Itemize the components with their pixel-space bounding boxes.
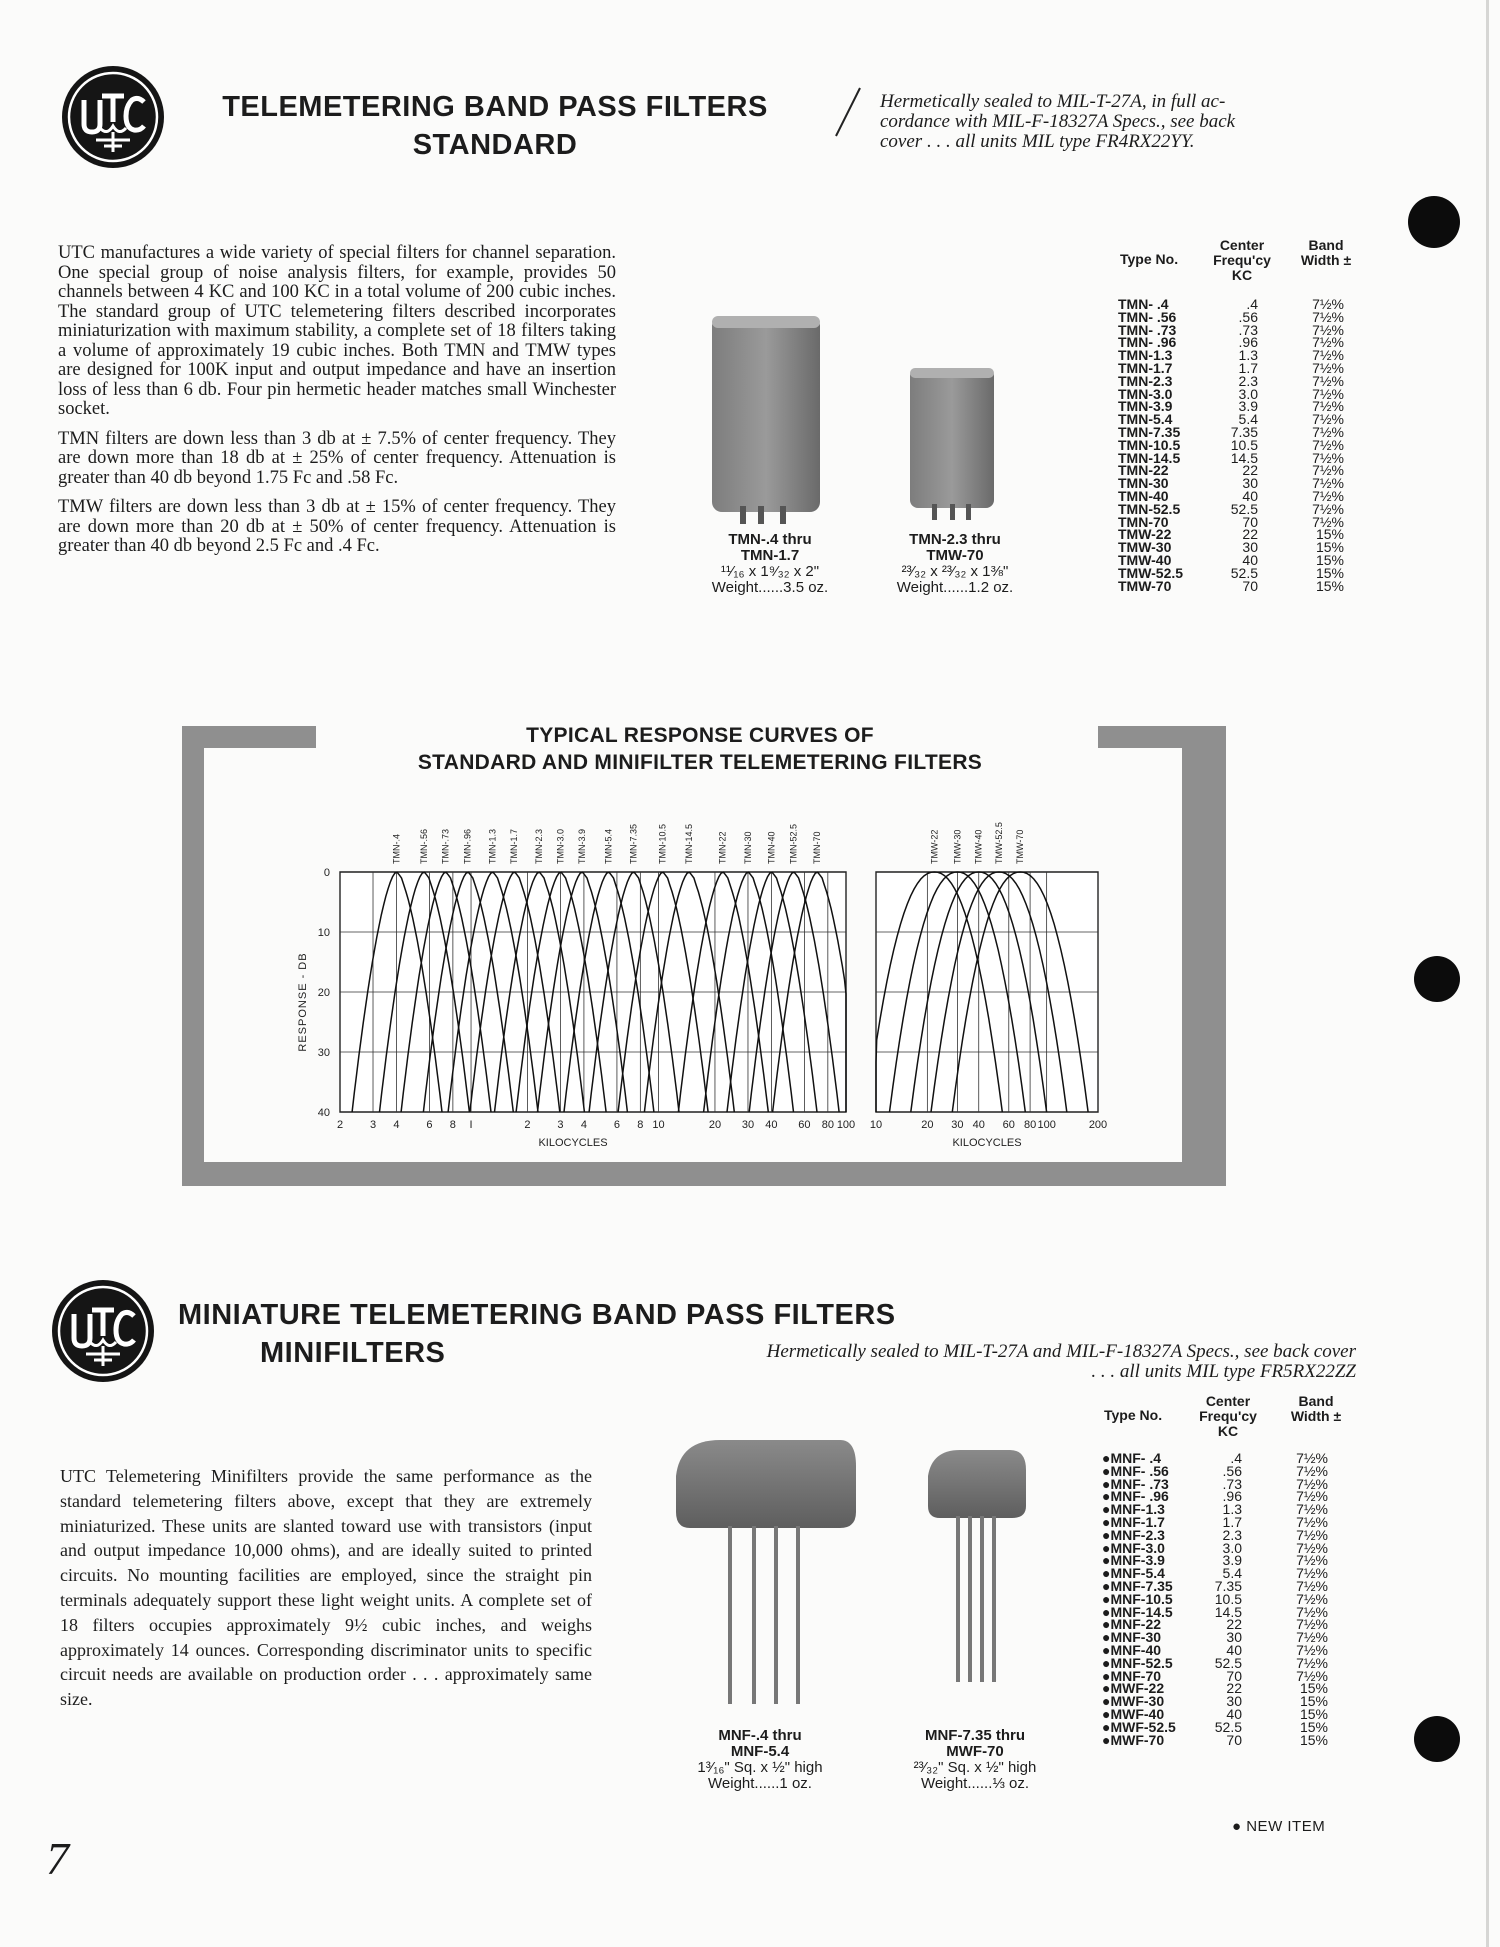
caption-line: Weight......1 oz. [708, 1775, 812, 1792]
x-tick-label: 40 [765, 1119, 778, 1131]
x-axis-label: KILOCYCLES [538, 1137, 608, 1149]
band-cell: 7½% [1296, 1513, 1328, 1530]
type-cell: TMN-7.35 [1118, 423, 1181, 440]
caption-line: MNF-.4 thru [718, 1727, 802, 1744]
type-cell: ●MNF-1.7 [1102, 1513, 1165, 1530]
freq-cell: .56 [1222, 1462, 1242, 1479]
spec-line: cover . . . all units MIL type FR4RX22YY. [880, 131, 1195, 152]
band-cell: 7½% [1312, 462, 1344, 479]
type-cell: ●MWF-40 [1102, 1705, 1165, 1722]
type-cell: ●MNF-14.5 [1102, 1603, 1173, 1620]
freq-cell: 3.9 [1222, 1552, 1242, 1569]
curve-label: TMN-10.5 [657, 823, 668, 864]
type-cell: ●MNF-52.5 [1102, 1654, 1173, 1671]
freq-cell: 52.5 [1230, 500, 1258, 517]
freq-cell: 30 [1242, 475, 1258, 492]
product-caption [690, 532, 850, 596]
band-cell: 15% [1299, 1718, 1328, 1735]
page-number: 7 [46, 1833, 69, 1884]
caption-line: MNF-5.4 [730, 1743, 790, 1760]
type-cell: ●MWF-22 [1102, 1680, 1165, 1697]
curve-label: TMN-1.3 [487, 828, 498, 864]
filter-table [1118, 298, 1344, 592]
x-tick-label: 4 [393, 1119, 400, 1131]
curve-label: TMN-14.5 [683, 823, 694, 864]
type-cell: ●MNF- .4 [1102, 1450, 1162, 1466]
band-cell: 7½% [1296, 1590, 1328, 1607]
x-tick-label: 100 [1037, 1119, 1056, 1131]
caption-line: TMN-1.7 [740, 547, 800, 564]
col-type: Type No. [1104, 1407, 1163, 1423]
freq-cell: 30 [1242, 539, 1258, 556]
band-cell: 7½% [1296, 1641, 1328, 1658]
band-cell: 15% [1315, 526, 1344, 543]
freq-cell: 22 [1242, 526, 1258, 543]
band-cell: 7½% [1296, 1552, 1328, 1569]
band-cell: 15% [1299, 1693, 1328, 1710]
type-cell: ●MNF-40 [1102, 1641, 1162, 1658]
curve-label: TMN-.73 [440, 828, 451, 864]
freq-cell: 2.3 [1238, 372, 1258, 389]
type-cell: ●MNF- .56 [1102, 1462, 1169, 1479]
minifilter-product-image [660, 1436, 1060, 1721]
x-tick-label: 80 [821, 1119, 834, 1131]
type-cell: TMN- .4 [1118, 296, 1169, 312]
curve-label: TMN-1.7 [509, 828, 520, 864]
response-chart [270, 816, 1130, 1171]
caption-line: Weight......⅓ oz. [920, 1775, 1030, 1792]
section-title-line1: TELEMETERING BAND PASS FILTERS [222, 91, 768, 123]
type-cell: TMN-22 [1118, 462, 1169, 479]
y-tick-label: 10 [317, 927, 330, 939]
section-title-line1: MINIATURE TELEMETERING BAND PASS FILTERS [178, 1299, 896, 1331]
section-title-line2: STANDARD [412, 129, 578, 161]
freq-cell: 10.5 [1214, 1590, 1242, 1607]
band-cell: 7½% [1296, 1565, 1328, 1582]
freq-cell: 1.7 [1222, 1513, 1242, 1530]
band-cell: 7½% [1312, 334, 1344, 351]
curve-label: TMW-40 [973, 829, 984, 864]
band-cell: 15% [1315, 564, 1344, 581]
band-cell: 7½% [1296, 1450, 1328, 1466]
curve-label: TMW-30 [952, 829, 963, 864]
x-tick-label: 10 [652, 1119, 665, 1131]
caption-line: Weight......3.5 oz. [711, 579, 829, 596]
caption-line: ¹¹⁄₁₆ x 1⁹⁄₃₂ x 2" [720, 563, 820, 580]
type-cell: TMW-30 [1118, 539, 1172, 556]
type-cell: TMN- .56 [1118, 308, 1177, 325]
type-cell: ●MNF-3.9 [1102, 1552, 1165, 1569]
type-cell: TMN- .96 [1118, 334, 1177, 351]
band-cell: 7½% [1312, 500, 1344, 517]
band-cell: 7½% [1312, 436, 1344, 453]
band-cell: 7½% [1312, 398, 1344, 415]
band-cell: 7½% [1312, 296, 1344, 312]
curve-label: TMN-40 [766, 831, 777, 864]
freq-cell: 1.3 [1222, 1501, 1242, 1518]
freq-cell: 70 [1242, 577, 1258, 594]
col-band: Band Width ± [1300, 237, 1352, 268]
slash-divider [830, 86, 866, 138]
freq-cell: 10.5 [1230, 436, 1258, 453]
x-axis-label: KILOCYCLES [952, 1137, 1022, 1149]
y-tick-label: 20 [317, 987, 330, 999]
caption-line: 1³⁄₁₆" Sq. x ½" high [697, 1759, 823, 1776]
chart-title-line1: TYPICAL RESPONSE CURVES OF [526, 724, 874, 747]
band-cell: 15% [1315, 551, 1344, 568]
freq-cell: 22 [1242, 462, 1258, 479]
type-cell: TMN-14.5 [1118, 449, 1181, 466]
freq-cell: 3.0 [1222, 1539, 1242, 1556]
type-cell: TMW-22 [1118, 526, 1172, 543]
freq-cell: 22 [1226, 1680, 1242, 1697]
curve-label: TMW-70 [1015, 829, 1026, 864]
utc-logo [52, 1280, 154, 1382]
x-tick-label: 2 [336, 1119, 344, 1131]
freq-cell: 40 [1226, 1705, 1242, 1722]
curve-label: TMW-22 [929, 829, 940, 864]
caption-line: TMN-2.3 thru [909, 531, 1001, 548]
band-cell: 7½% [1296, 1501, 1328, 1518]
spec-line: . . . all units MIL type FR5RX22ZZ [1091, 1361, 1356, 1382]
freq-cell: 14.5 [1214, 1603, 1242, 1620]
freq-cell: 52.5 [1230, 564, 1258, 581]
band-cell: 7½% [1296, 1539, 1328, 1556]
freq-cell: .4 [1230, 1450, 1242, 1466]
freq-cell: .96 [1238, 334, 1258, 351]
freq-cell: 14.5 [1230, 449, 1258, 466]
curve-label: TMN-7.35 [628, 823, 639, 864]
type-cell: ●MNF-10.5 [1102, 1590, 1173, 1607]
type-cell: TMN-52.5 [1118, 500, 1181, 517]
band-cell: 7½% [1296, 1654, 1328, 1671]
col-type: Type No. [1120, 251, 1179, 267]
band-cell: 7½% [1312, 321, 1344, 338]
x-tick-label: 10 [869, 1119, 883, 1131]
spec-note [880, 92, 1320, 152]
curve-label: TMW-52.5 [993, 822, 1004, 864]
type-cell: TMN-3.0 [1118, 385, 1173, 402]
type-cell: TMN-1.3 [1118, 347, 1173, 364]
minifilter-text [60, 1464, 592, 1712]
curve-label: TMN-52.5 [788, 823, 799, 864]
type-cell: TMN-30 [1118, 475, 1169, 492]
freq-cell: 70 [1226, 1731, 1242, 1748]
caption-line: MNF-7.35 thru [924, 1727, 1025, 1744]
product-caption [870, 532, 1040, 596]
x-tick-label: 30 [741, 1119, 755, 1131]
table-header [1102, 1394, 1362, 1442]
band-cell: 15% [1315, 577, 1344, 594]
binder-hole [1414, 956, 1460, 1002]
band-cell: 7½% [1296, 1577, 1328, 1594]
band-cell: 7½% [1312, 487, 1344, 504]
x-tick-label: 6 [426, 1119, 433, 1131]
band-cell: 7½% [1312, 347, 1344, 364]
freq-cell: 5.4 [1222, 1565, 1242, 1582]
intro-text [58, 244, 616, 567]
type-cell: TMN-40 [1118, 487, 1169, 504]
binder-hole [1414, 1716, 1460, 1762]
x-tick-label: 200 [1088, 1119, 1108, 1131]
band-cell: 7½% [1312, 359, 1344, 376]
freq-cell: 52.5 [1214, 1718, 1242, 1735]
x-tick-label: 20 [921, 1119, 934, 1131]
x-tick-label: 6 [613, 1119, 620, 1131]
product-caption [660, 1728, 860, 1792]
x-tick-label: 3 [369, 1119, 377, 1131]
type-cell: TMN-1.7 [1118, 359, 1173, 376]
table-header [1118, 238, 1358, 286]
caption-line: Weight......1.2 oz. [896, 579, 1014, 596]
col-band: Band Width ± [1290, 1393, 1342, 1424]
band-cell: 15% [1315, 539, 1344, 556]
y-tick-label: 40 [317, 1107, 330, 1119]
type-cell: ●MNF- .73 [1102, 1475, 1169, 1492]
band-cell: 7½% [1296, 1526, 1328, 1543]
paragraph: TMN filters are down less than 3 db at ± 7.5% of center frequency. They are down more than 18 db at ± 25% of center frequency. Attenuation is greater than 40 db beyond 1.75 Fc and .58 Fc. [58, 428, 616, 488]
freq-cell: 1.7 [1238, 359, 1258, 376]
band-cell: 7½% [1296, 1488, 1328, 1505]
caption-line: TMN-.4 thru [728, 531, 812, 548]
freq-cell: 30 [1226, 1693, 1242, 1710]
section-title-line2: MINIFILTERS [260, 1337, 446, 1369]
type-cell: TMN-10.5 [1118, 436, 1181, 453]
freq-cell: 1.3 [1238, 347, 1258, 364]
type-cell: TMN-2.3 [1118, 372, 1173, 389]
spec-line: cordance with MIL-F-18327A Specs., see back [880, 111, 1236, 132]
type-cell: TMN-70 [1118, 513, 1169, 530]
type-cell: TMW-40 [1118, 551, 1172, 568]
freq-cell: 3.9 [1238, 398, 1258, 415]
curve-label: TMN-.4 [391, 834, 402, 864]
x-tick-label: 8 [637, 1119, 644, 1131]
freq-cell: 5.4 [1238, 411, 1258, 428]
new-item-note: ● NEW ITEM [1232, 1818, 1326, 1835]
freq-cell: 40 [1226, 1641, 1242, 1658]
filter-table [1102, 1452, 1328, 1746]
freq-cell: .4 [1246, 296, 1258, 312]
band-cell: 7½% [1312, 475, 1344, 492]
type-cell: TMN-5.4 [1118, 411, 1173, 428]
band-cell: 7½% [1296, 1475, 1328, 1492]
curve-label: TMN-70 [811, 831, 822, 864]
type-cell: TMW-70 [1118, 577, 1172, 594]
paragraph: UTC Telemetering Minifilters provide the same performance as the standard telemetering filters above, except that they are extremely miniaturized. These units are slanted toward use with transistors (input and output impedance 10,000 ohms), and are ideally suited to printed circuits. No mounting facilities are employed, since the straight pin terminals adequately support these light weight units. A complete set of 18 filters occupies approximately 9½ cubic inches, and weighs approximately 14 ounces. Corresponding discriminator units to specific circuit needs are available on production order . . . approximately same size. [60, 1466, 592, 1710]
freq-cell: .73 [1222, 1475, 1242, 1492]
caption-line: ²³⁄₃₂ x ²³⁄₃₂ x 1⅜" [901, 563, 1009, 580]
band-cell: 7½% [1312, 513, 1344, 530]
col-center: Center Frequ'cy KC [1199, 1393, 1257, 1439]
band-cell: 7½% [1296, 1616, 1328, 1633]
type-cell: ●MNF-30 [1102, 1629, 1162, 1646]
curve-label: TMN-5.4 [603, 828, 614, 864]
freq-cell: 40 [1242, 551, 1258, 568]
band-cell: 7½% [1296, 1667, 1328, 1684]
freq-cell: 7.35 [1230, 423, 1258, 440]
freq-cell: 7.35 [1214, 1577, 1242, 1594]
freq-cell: 52.5 [1214, 1654, 1242, 1671]
x-tick-label: 3 [557, 1119, 564, 1131]
band-cell: 15% [1299, 1731, 1328, 1748]
spec-note [620, 1342, 1356, 1382]
caption-line: TMW-70 [926, 547, 984, 564]
band-cell: 7½% [1312, 308, 1344, 325]
band-cell: 7½% [1312, 423, 1344, 440]
freq-cell: 40 [1242, 487, 1258, 504]
type-cell: ●MNF- .96 [1102, 1488, 1169, 1505]
curve-label: TMN-3.9 [576, 828, 587, 864]
type-cell: TMW-52.5 [1118, 564, 1184, 581]
utc-logo [62, 66, 164, 168]
chart-title-line2: STANDARD AND MINIFILTER TELEMETERING FILTERS [417, 751, 983, 774]
freq-cell: 70 [1242, 513, 1258, 530]
x-tick-label: 60 [1002, 1119, 1015, 1131]
type-cell: TMN-3.9 [1118, 398, 1173, 415]
freq-cell: 2.3 [1222, 1526, 1242, 1543]
type-cell: ●MNF-7.35 [1102, 1577, 1173, 1594]
freq-cell: 3.0 [1238, 385, 1258, 402]
type-cell: ●MWF-70 [1102, 1731, 1165, 1748]
freq-cell: 70 [1226, 1667, 1242, 1684]
band-cell: 7½% [1312, 411, 1344, 428]
type-cell: ●MNF-22 [1102, 1616, 1162, 1633]
chart-title [300, 722, 1100, 776]
x-tick-label: 8 [449, 1119, 456, 1131]
band-cell: 7½% [1312, 449, 1344, 466]
type-cell: ●MNF-3.0 [1102, 1539, 1165, 1556]
x-tick-label: 2 [524, 1119, 531, 1131]
y-tick-label: 0 [323, 867, 330, 879]
x-tick-label: 100 [836, 1119, 856, 1131]
curve-label: TMN-2.3 [533, 828, 544, 864]
table-row [1102, 1731, 1328, 1748]
binder-hole [1408, 196, 1460, 248]
curve-label: TMN-3.0 [555, 828, 566, 864]
freq-cell: .73 [1238, 321, 1258, 338]
x-tick-label: 30 [951, 1119, 964, 1131]
band-cell: 15% [1299, 1680, 1328, 1697]
curve-label: TMN-30 [742, 831, 753, 864]
table-row [1118, 577, 1344, 594]
curve-label: TMN-22 [717, 831, 728, 864]
x-tick-label: 80 [1023, 1119, 1037, 1131]
x-tick-label: 20 [708, 1119, 722, 1131]
freq-cell: .96 [1222, 1488, 1242, 1505]
filter-product-image [700, 310, 1040, 535]
caption-line: MWF-70 [946, 1743, 1004, 1760]
type-cell: ●MNF-2.3 [1102, 1526, 1165, 1543]
y-axis-label: RESPONSE - DB [297, 952, 309, 1052]
type-cell: ●MWF-30 [1102, 1693, 1165, 1710]
x-tick-label: 40 [972, 1119, 985, 1131]
caption-line: ²³⁄₃₂" Sq. x ½" high [913, 1759, 1037, 1776]
type-cell: ●MNF-5.4 [1102, 1565, 1165, 1582]
paragraph: UTC manufactures a wide variety of special filters for channel separation. One special group of noise analysis filters, for example, provides 50 channels between 4 KC and 100 KC in a total volume of 200 cubic inches. The standard group of UTC telemetering filters described incorporates miniaturization with maximum stability, a complete set of 18 filters taking a volume of approximately 19 cubic inches. Both TMN and TMW types are designed for 100K input and output impedance and have an insertion loss of less than 6 db. Four pin hermetic header matches small Winchester socket. [58, 243, 616, 419]
freq-cell: 30 [1226, 1629, 1242, 1646]
col-center: Center Frequ'cy KC [1213, 237, 1271, 283]
x-tick-label: 60 [798, 1119, 811, 1131]
band-cell: 7½% [1312, 372, 1344, 389]
band-cell: 7½% [1296, 1603, 1328, 1620]
y-tick-label: 30 [317, 1047, 330, 1059]
band-cell: 7½% [1296, 1462, 1328, 1479]
spec-line: Hermetically sealed to MIL-T-27A and MIL-F-18327A Specs., see back cover [766, 1341, 1356, 1362]
paragraph: TMW filters are down less than 3 db at ± 15% of center frequency. They are down more than 20 db at ± 50% of center frequency. Attenuation is greater than 40 db beyond 2.5 Fc and .4 Fc. [58, 497, 616, 556]
type-cell: TMN- .73 [1118, 321, 1177, 338]
band-cell: 15% [1299, 1705, 1328, 1722]
spec-line: Hermetically sealed to MIL-T-27A, in full ac- [880, 91, 1226, 112]
x-tick-label: I [469, 1119, 473, 1131]
band-cell: 7½% [1296, 1629, 1328, 1646]
section-title [185, 88, 805, 164]
freq-cell: 22 [1226, 1616, 1242, 1633]
curve-label: TMN-.96 [462, 828, 473, 864]
x-tick-label: 4 [580, 1119, 587, 1131]
type-cell: ●MNF-1.3 [1102, 1501, 1165, 1518]
type-cell: ●MNF-70 [1102, 1667, 1162, 1684]
freq-cell: .56 [1238, 308, 1258, 325]
band-cell: 7½% [1312, 385, 1344, 402]
page-edge [1486, 0, 1489, 1947]
curve-label: TMN-.56 [418, 828, 429, 864]
type-cell: ●MWF-52.5 [1102, 1718, 1176, 1735]
product-caption [880, 1728, 1070, 1792]
